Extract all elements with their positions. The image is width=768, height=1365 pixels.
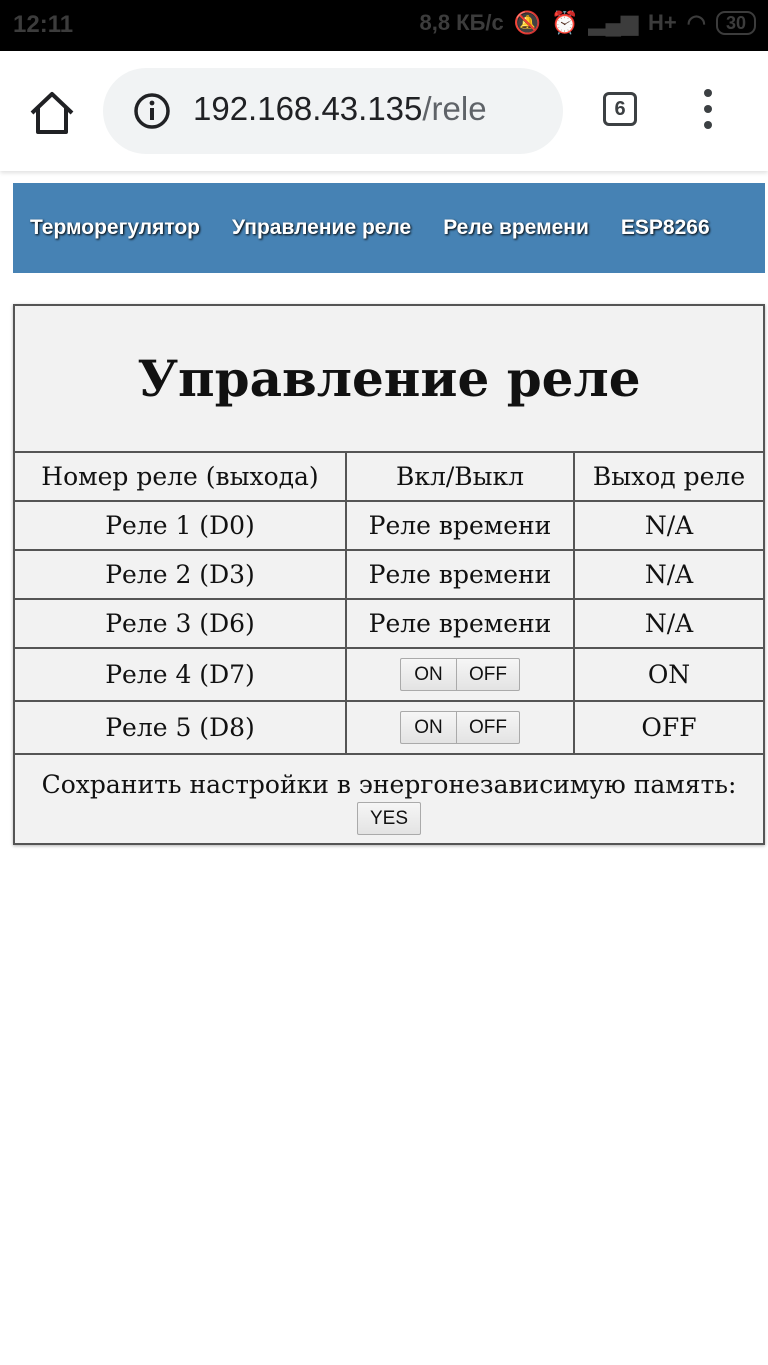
relay-output: ON: [574, 648, 764, 701]
relay4-off-button[interactable]: OFF: [456, 658, 520, 691]
table-row: [14, 599, 764, 648]
relay-output: N/A: [574, 550, 764, 599]
more-menu-icon[interactable]: [700, 89, 716, 135]
save-label: Сохранить настройки в энергонезависимую память:: [41, 769, 737, 799]
relay5-off-button[interactable]: OFF: [456, 711, 520, 744]
relay-control-text: Реле времени: [346, 599, 574, 648]
page-title: Управление реле: [137, 349, 641, 408]
url-host: 192.168.43.135: [193, 90, 423, 127]
wifi-icon: ◠: [686, 10, 706, 35]
alarm-icon: ⏰: [551, 10, 579, 35]
url-text[interactable]: [193, 90, 487, 128]
relay-table: [13, 304, 765, 845]
network-type: H+: [648, 10, 677, 35]
table-row: [14, 550, 764, 599]
browser-toolbar: [0, 51, 768, 171]
relay5-on-button[interactable]: ON: [400, 711, 456, 744]
relay-output: OFF: [574, 701, 764, 754]
relay-output: N/A: [574, 599, 764, 648]
save-yes-button[interactable]: YES: [357, 802, 421, 835]
table-row: [14, 501, 764, 550]
table-header: [14, 452, 764, 501]
relay-name: Реле 4 (D7): [14, 648, 346, 701]
relay-name: Реле 5 (D8): [14, 701, 346, 754]
home-icon: [26, 89, 78, 137]
nav-bar: [13, 183, 765, 273]
column-header-onoff: Вкл/Выкл: [346, 452, 574, 501]
relay4-on-button[interactable]: ON: [400, 658, 456, 691]
relay-name: Реле 3 (D6): [14, 599, 346, 648]
save-cell: [14, 754, 764, 844]
signal-icon: ▂▄▆: [588, 10, 639, 35]
status-icons: [419, 10, 756, 36]
nav-link-relay-timer[interactable]: Реле времени: [443, 216, 589, 239]
status-time: 12:11: [13, 11, 74, 38]
tab-switcher-button[interactable]: 6: [603, 92, 637, 126]
url-path: /rele: [422, 90, 487, 127]
mute-icon: 🔕: [513, 10, 542, 35]
relay-name: Реле 2 (D3): [14, 550, 346, 599]
address-bar[interactable]: [103, 68, 563, 154]
relay-control-text: Реле времени: [346, 501, 574, 550]
column-header-output: Выход реле: [574, 452, 764, 501]
relay-control-buttons: [346, 701, 574, 754]
battery-icon: 30: [716, 11, 756, 35]
nav-link-relay-control[interactable]: Управление реле: [232, 216, 412, 239]
status-bar: [0, 0, 768, 51]
relay-control-text: Реле времени: [346, 550, 574, 599]
table-row: [14, 648, 764, 701]
relay-name: Реле 1 (D0): [14, 501, 346, 550]
home-button[interactable]: [26, 89, 78, 137]
info-icon[interactable]: [133, 92, 171, 130]
nav-link-thermostat[interactable]: Терморегулятор: [30, 216, 201, 239]
relay-control-buttons: [346, 648, 574, 701]
nav-link-esp8266[interactable]: ESP8266: [620, 216, 710, 239]
table-row: [14, 701, 764, 754]
network-speed: 8,8 КБ/с: [419, 10, 504, 35]
title-cell: [14, 305, 764, 452]
column-header-relay: Номер реле (выхода): [14, 452, 346, 501]
relay-output: N/A: [574, 501, 764, 550]
